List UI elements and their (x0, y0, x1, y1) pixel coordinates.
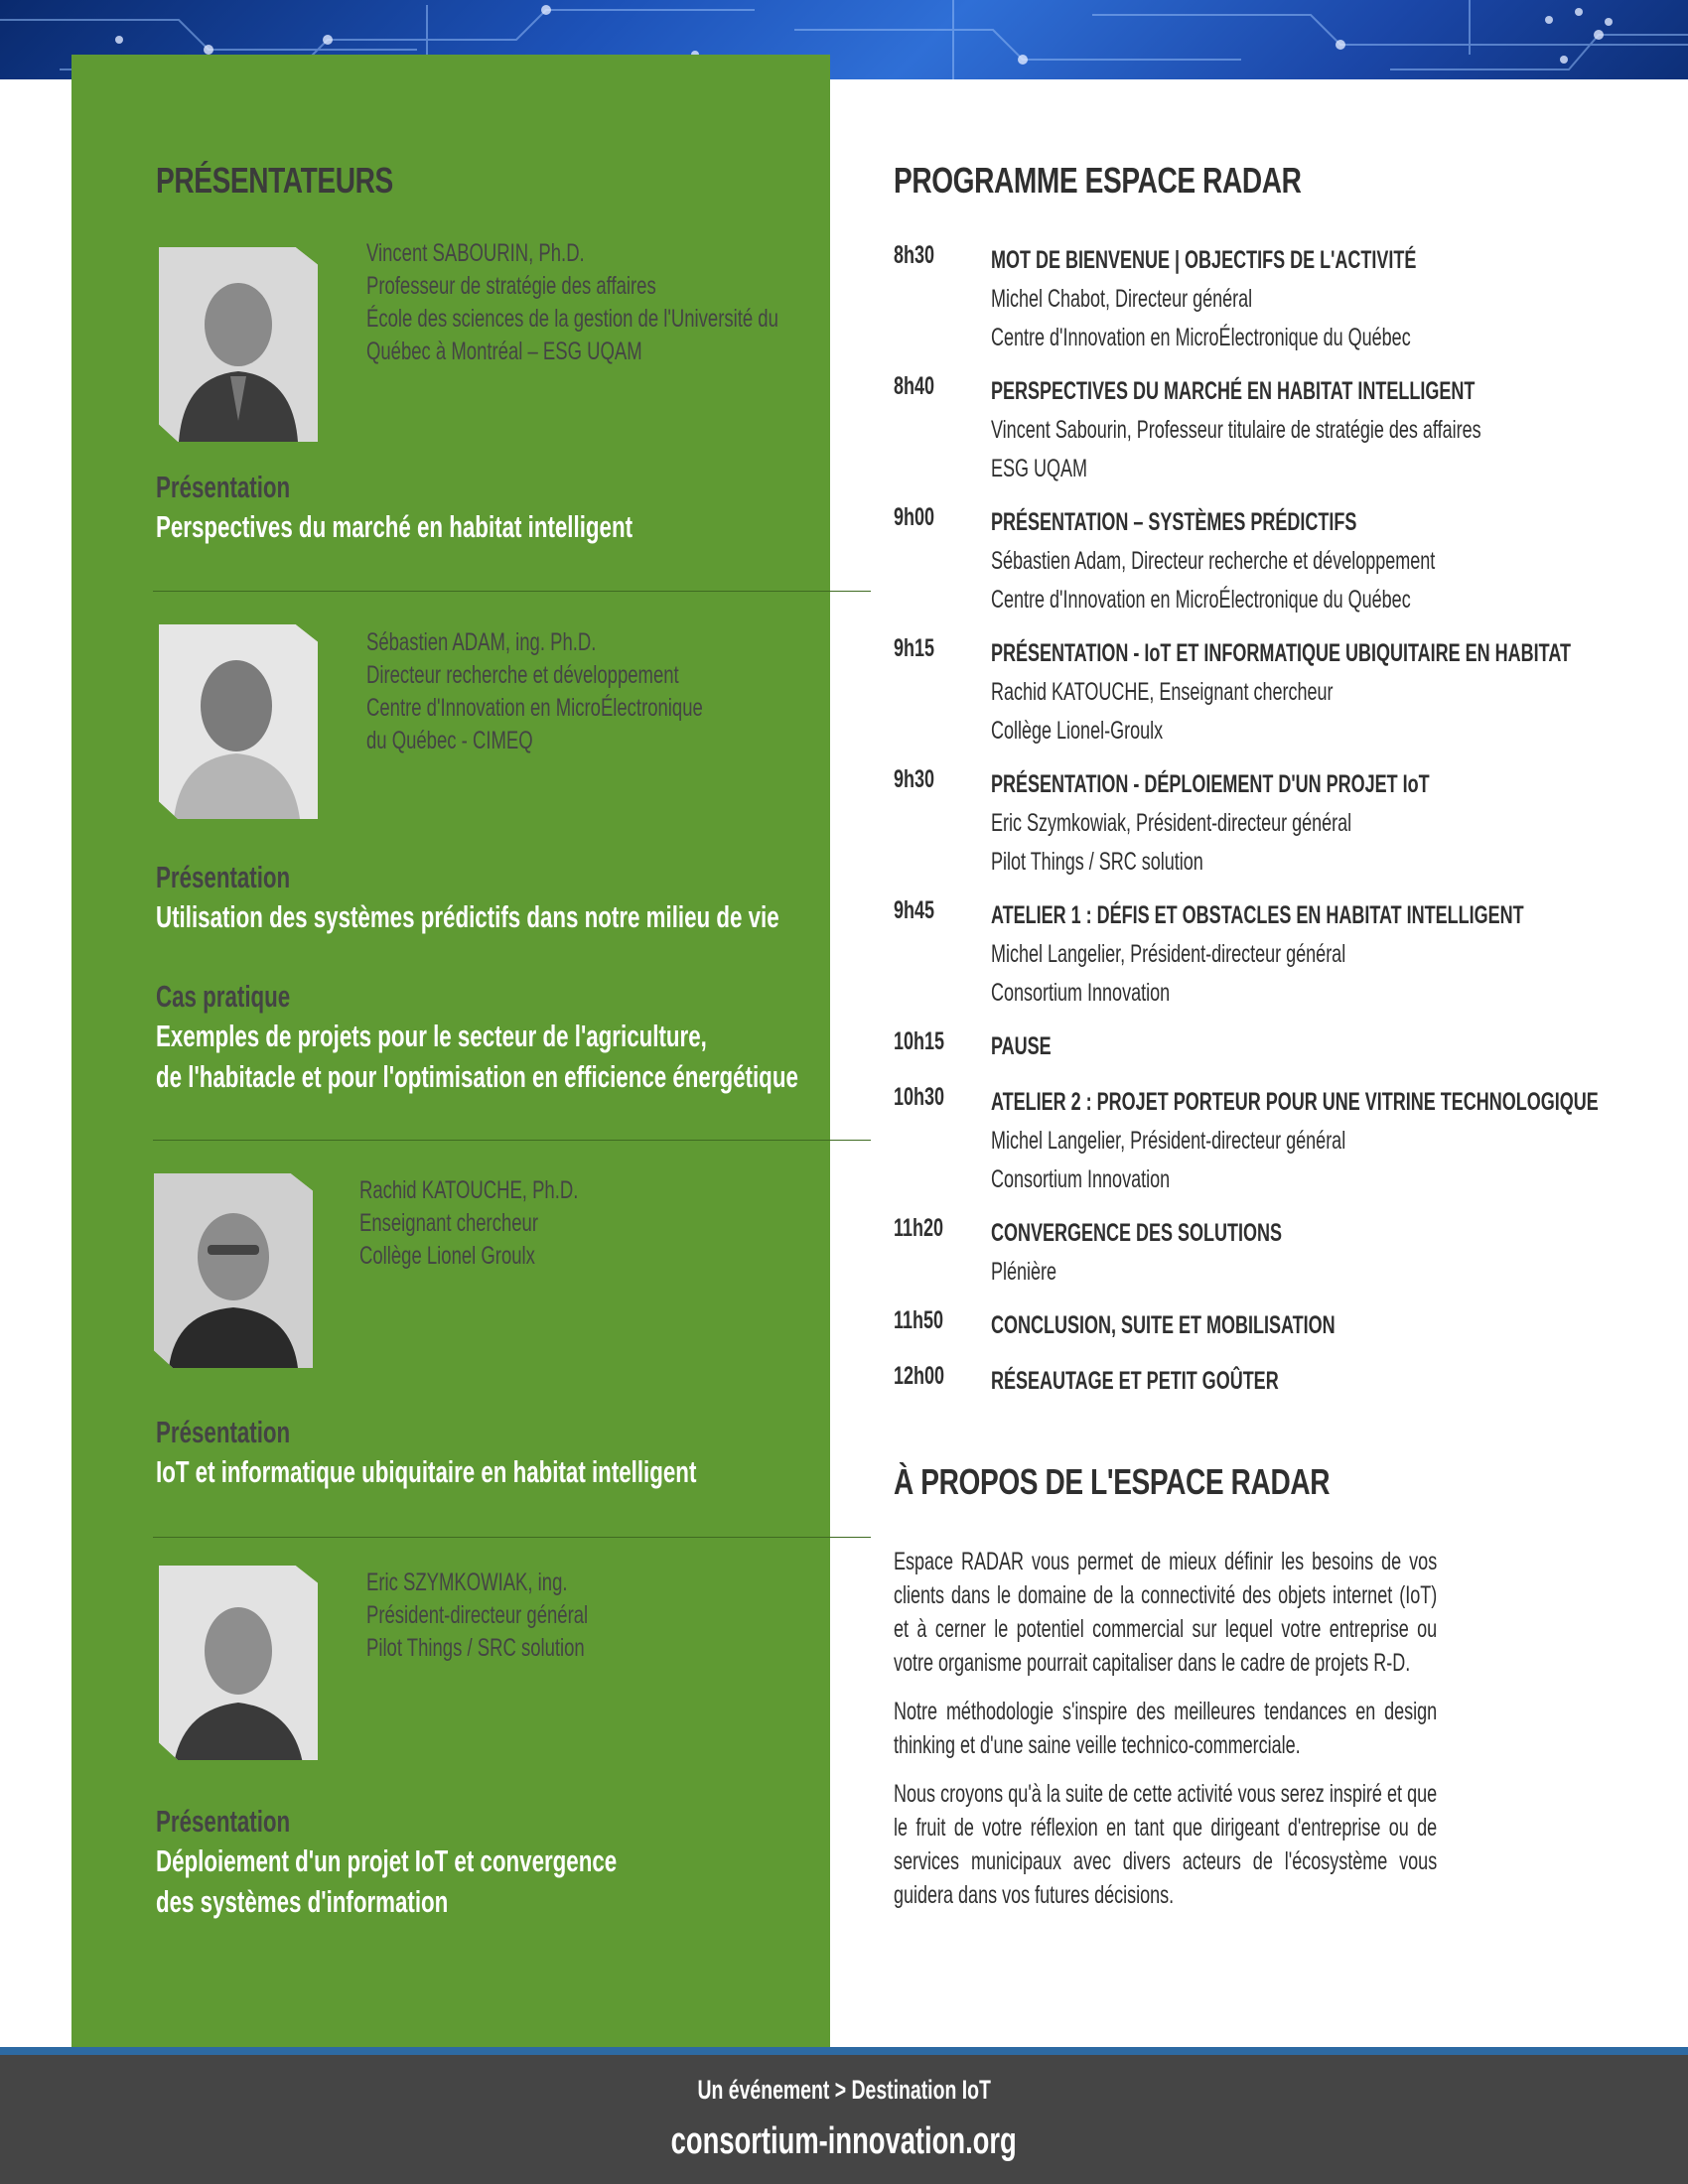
programme-title: CONVERGENCE DES SOLUTIONS (991, 1219, 1283, 1247)
presentation-title: Perspectives du marché en habitat intelligent (156, 509, 633, 544)
presenter-photo (159, 247, 318, 442)
presenter-photo (154, 1173, 313, 1368)
presenter-info-line: Québec à Montréal – ESG UQAM (366, 338, 642, 365)
programme-detail: Vincent Sabourin, Professeur titulaire de stratégie des affaires (991, 416, 1481, 444)
programme-time: 12h00 (894, 1362, 945, 1390)
programme-detail: Plénière (991, 1258, 1057, 1286)
programme-time: 9h30 (894, 765, 935, 793)
programme-detail: Michel Chabot, Directeur général (991, 285, 1253, 313)
programme-detail: Collège Lionel-Groulx (991, 717, 1164, 745)
programme-title: PRÉSENTATION - DÉPLOIEMENT D'UN PROJET IoT (991, 770, 1430, 798)
presenter-info-line: Professeur de stratégie des affaires (366, 272, 656, 300)
presentation-label: Présentation (156, 470, 291, 504)
presenter-info-line: Collège Lionel Groulx (359, 1242, 535, 1270)
presenter-name: Eric SZYMKOWIAK, ing. (366, 1569, 568, 1596)
footer-website-link[interactable]: consortium-innovation.org (670, 2120, 1018, 2162)
presenter-photo (159, 624, 318, 819)
programme-detail: Rachid KATOUCHE, Enseignant chercheur (991, 678, 1334, 706)
programme-time: 8h40 (894, 372, 935, 400)
programme-detail: Michel Langelier, Président-directeur général (991, 1127, 1346, 1155)
presenter-info-line: Centre d'Innovation en MicroÉlectronique (366, 694, 703, 722)
programme-detail: Consortium Innovation (991, 979, 1171, 1007)
programme-time: 10h30 (894, 1083, 945, 1111)
programme-detail: Centre d'Innovation en MicroÉlectronique du Québec (991, 586, 1411, 614)
presentation-label: Présentation (156, 1804, 291, 1839)
presenters-heading: PRÉSENTATEURS (156, 160, 393, 201)
programme-title: ATELIER 2 : PROJET PORTEUR POUR UNE VITRINE TECHNOLOGIQUE (991, 1088, 1599, 1116)
programme-detail: Centre d'Innovation en MicroÉlectronique du Québec (991, 324, 1411, 351)
presentation-title: IoT et informatique ubiquitaire en habitat intelligent (156, 1454, 697, 1489)
programme-time: 8h30 (894, 241, 935, 269)
programme-detail: ESG UQAM (991, 455, 1088, 482)
programme-detail: Sébastien Adam, Directeur recherche et développement (991, 547, 1436, 575)
presenter-info-line: Directeur recherche et développement (366, 661, 679, 689)
footer-event-text: Un événement > Destination IoT (697, 2075, 991, 2105)
programme-title: PAUSE (991, 1032, 1052, 1060)
programme-detail: Consortium Innovation (991, 1165, 1171, 1193)
programme-title: MOT DE BIENVENUE | OBJECTIFS DE L'ACTIVITÉ (991, 246, 1417, 274)
presenter-info-line: Pilot Things / SRC solution (366, 1634, 585, 1662)
divider (153, 591, 871, 592)
divider (153, 1537, 871, 1538)
programme-title: RÉSEAUTAGE ET PETIT GOÛTER (991, 1367, 1279, 1395)
presentation-title: Déploiement d'un projet IoT et convergence (156, 1843, 618, 1878)
programme-detail: Michel Langelier, Président-directeur général (991, 940, 1346, 968)
programme-time: 9h15 (894, 634, 935, 662)
programme-time: 9h00 (894, 503, 935, 531)
presenter-name: Vincent SABOURIN, Ph.D. (366, 239, 585, 267)
programme-title: CONCLUSION, SUITE ET MOBILISATION (991, 1311, 1336, 1339)
presenter-photo (159, 1566, 318, 1760)
programme-title: PRÉSENTATION - IoT ET INFORMATIQUE UBIQUITAIRE EN HABITAT (991, 639, 1571, 667)
programme-title: PRÉSENTATION – SYSTÈMES PRÉDICTIFS (991, 508, 1357, 536)
presenters-panel (71, 55, 830, 2047)
presenter-info-line: École des sciences de la gestion de l'Université du (366, 305, 778, 333)
presentation-title: Utilisation des systèmes prédictifs dans notre milieu de vie (156, 899, 779, 934)
about-paragraph: Espace RADAR vous permet de mieux définir les besoins de vos clients dans le domaine de la connectivité des objets internet (IoT) et à cerner le potentiel commercial sur lequel votre entreprise ou votre organisme pourrait capitaliser dans le cadre de projets R-D. (894, 1548, 1438, 1677)
programme-time: 11h50 (894, 1306, 944, 1334)
presenter-info-line: Président-directeur général (366, 1601, 589, 1629)
presentation-label: Présentation (156, 860, 291, 894)
presentation-title: des systèmes d'information (156, 1884, 449, 1919)
case-study-label: Cas pratique (156, 979, 291, 1014)
about-paragraph: Nous croyons qu'à la suite de cette activité vous serez inspiré et que le fruit de votre réflexion en tant que dirigeant d'entreprise ou de services municipaux avec divers acteurs de l'écosystème vous guidera dans vos futures décisions. (894, 1780, 1438, 1909)
about-paragraph: Notre méthodologie s'inspire des meilleures tendances en design thinking et d'une saine veille technico-commerciale. (894, 1698, 1438, 1759)
programme-time: 10h15 (894, 1027, 945, 1055)
programme-detail: Eric Szymkowiak, Président-directeur général (991, 809, 1352, 837)
programme-heading: PROGRAMME ESPACE RADAR (894, 160, 1302, 201)
footer (0, 2047, 1688, 2184)
presenter-name: Rachid KATOUCHE, Ph.D. (359, 1176, 579, 1204)
about-heading: À PROPOS DE L'ESPACE RADAR (894, 1461, 1331, 1502)
presenter-info-line: du Québec - CIMEQ (366, 727, 533, 754)
presenter-name: Sébastien ADAM, ing. Ph.D. (366, 628, 597, 656)
programme-detail: Pilot Things / SRC solution (991, 848, 1203, 876)
presentation-label: Présentation (156, 1415, 291, 1449)
presenter-info-line: Enseignant chercheur (359, 1209, 538, 1237)
programme-title: PERSPECTIVES DU MARCHÉ EN HABITAT INTELLIGENT (991, 377, 1476, 405)
programme-title: ATELIER 1 : DÉFIS ET OBSTACLES EN HABITAT INTELLIGENT (991, 901, 1524, 929)
divider (153, 1140, 871, 1141)
case-study-line: Exemples de projets pour le secteur de l'agriculture, (156, 1019, 707, 1053)
case-study-line: de l'habitacle et pour l'optimisation en efficience énergétique (156, 1059, 798, 1094)
programme-time: 9h45 (894, 896, 935, 924)
programme-time: 11h20 (894, 1214, 944, 1242)
